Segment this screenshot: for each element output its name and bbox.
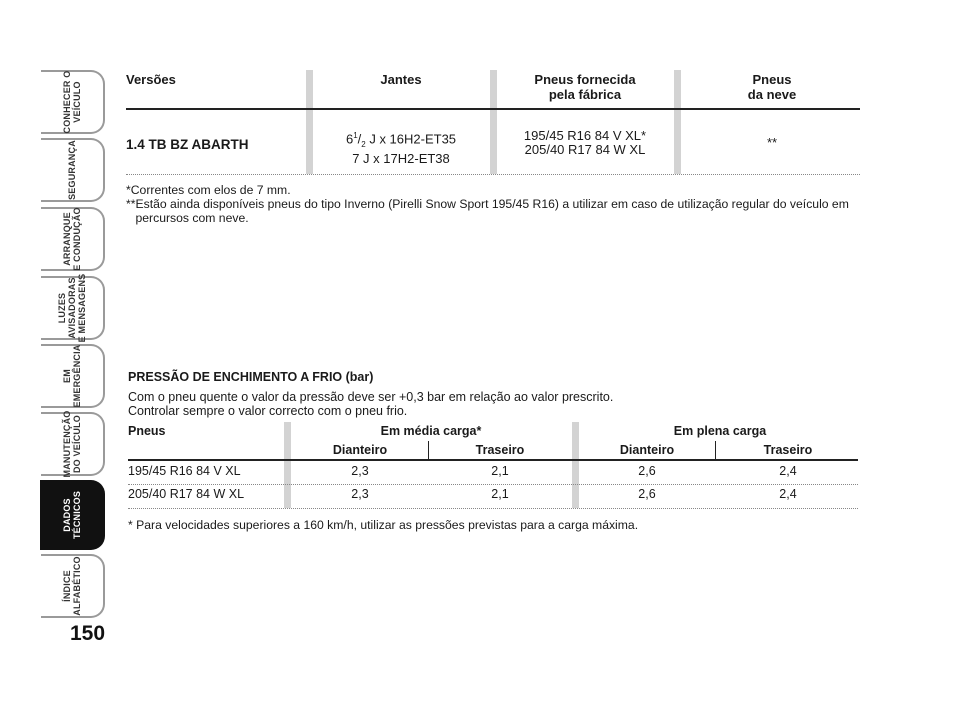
value-cell: 2,3 [351,464,369,478]
value-cell: 2,6 [638,464,656,478]
column-separator [284,422,291,508]
tab-em-emergencia[interactable]: EM EMERGÊNCIA [41,344,105,408]
row-rule [126,174,860,175]
row-rule [128,508,858,509]
pressure-text: Com o pneu quente o valor da pressão deve ser +0,3 bar em relação ao valor prescrito. [128,390,614,404]
header-front: Dianteiro [619,443,675,457]
pressure-text: Controlar sempre o valor correcto com o pneu frio. [128,404,408,418]
header-versions: Versões [126,72,176,87]
factory-tyres-cell: 195/45 R16 84 V XL* 205/40 R17 84 W XL [523,128,647,157]
header-rule [128,459,858,461]
value-cell: 2,6 [638,487,656,501]
tab-luzes-avisadoras[interactable]: LUZES AVISADORAS E MENSAGENS [41,276,105,340]
tyre-notes [126,183,866,225]
tab-manutencao-do-veiculo[interactable]: MANUTENÇÃO DO VEÍCULO [41,412,105,476]
rims-cell: $6^1/_2$ J x 16H2-ET35 7 J x 17H2-ET38 [345,131,457,166]
pressure-note: * Para velocidades superiores a 160 km/h, utilizar as pressões previstas para a carga máxima. [128,518,639,532]
tab-dados-tecnicos[interactable]: DADOS TÉCNICOS [40,480,105,550]
tyre-table-header [126,70,860,108]
snow-tyres-cell: ** [766,135,778,150]
header-rear: Traseiro [475,443,525,457]
note-item: ** Estão ainda disponíveis pneus do tipo Inverno (Pirelli Snow Sport 195/45 R16) a utilizar em caso de utilização regular do veículo em percursos com neve. [126,197,849,225]
header-full-load: Em plena carga [673,424,767,438]
note-item: * Correntes com elos de 7 mm. [126,183,291,197]
column-separator [428,441,429,460]
pressure-section [128,370,860,418]
value-cell: 2,1 [491,464,509,478]
header-factory-tyres: Pneus fornecida pela fábrica [534,72,636,102]
header-rear: Traseiro [763,443,813,457]
header-snow-tyres: Pneus da neve [747,72,797,102]
version-cell: 1.4 TB BZ ABARTH [126,137,249,152]
tab-arranque-e-conducao[interactable]: ARRANQUE E CONDUÇÃO [41,207,105,271]
header-medium-load: Em média carga* [380,424,482,438]
tyre-cell: 195/45 R16 84 V XL [128,464,241,478]
value-cell: 2,4 [779,487,797,501]
tab-conhecer-o-veiculo[interactable]: CONHECER O VEÍCULO [41,70,105,134]
header-tyres: Pneus [128,424,166,438]
column-separator [572,422,579,508]
header-rims: Jantes [380,72,422,87]
header-rule [126,108,860,110]
page-number: 150 [70,622,106,645]
tab-seguranca[interactable]: SEGURANÇA [41,138,105,202]
value-cell: 2,1 [491,487,509,501]
column-separator [715,441,716,460]
section-title: PRESSÃO DE ENCHIMENTO A FRIO (bar) [128,370,374,384]
header-front: Dianteiro [332,443,388,457]
value-cell: 2,3 [351,487,369,501]
tab-indice-alfabetico[interactable]: ÍNDICE ALFABÉTICO [41,554,105,618]
row-rule [128,484,858,485]
tyre-cell: 205/40 R17 84 W XL [128,487,245,501]
value-cell: 2,4 [779,464,797,478]
